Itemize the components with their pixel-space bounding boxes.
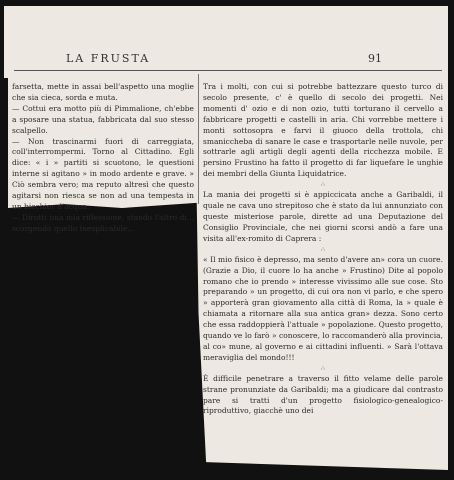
left-paragraph: farsetta, mette in assai bell'aspetto una moglie che sia cieca, sorda e muta.: [12, 82, 194, 102]
page-header: [0, 52, 454, 68]
left-paragraph: — Cottui era motto più di Pimmalione, ch'ebbe a sposare una statua, fabbricata dal suo stesso scalpello.: [12, 103, 194, 135]
right-paragraph: La mania dei progetti si è appiccicata anche a Garibaldi, il quale ne cava uno strepitoso che è stato da lui annunziato con queste misteriose parole, dirette ad una Deputazione del Consiglio Provinciale, che nei giorni scorsi andò a fare una visita all'ex-romito di Caprera :: [203, 190, 443, 243]
left-paragraph: — Non trascinarmi fuori di carreggiata, coll'interrompermi. Torno al Cittadino. Egli dice: « i » partiti si scuotono, le questioni interne si agitano » in modo ardente e grave. » Ciò sembra vero; ma reputo altresì che questo agitarsi non riesca se non ad una tempesta in un bicchier d'acqua.: [12, 136, 194, 211]
right-paragraph: È difficile penetrare a traverso il fitto velame delle parole strane pronunziate da Garibaldi; ma a giudicare dal contrasto pare si tratti d'un progetto fisiologico-genealogico-riproduttivo, giacchè uno dei: [203, 373, 443, 416]
right-column: [203, 82, 443, 417]
section-separator: ∴: [321, 181, 325, 189]
quote-paragraph: « Il mio fisico è depresso, ma sento d'avere an» cora un cuore. (Grazie a Dio, il cuore lo ha anche » Frustino) Dite al popolo romano che io prendo » interesse vivissimo alle sue cose. Sto preparando » un progetto, di cui ora non vi parlo, e che spero » apporterà gran giovamento alla città di Roma, la » quale è chiamata a ritornare alla sua antica gran» dezza. Sono certo che essa raddoppierà l'attuale » popolazione. Questo progetto, quando ve lo farò » conoscere, lo raccomanderò alla provincia, al co» mune, al governo e ai cittadini influenti. » Sarà l'ottava meraviglia del mondo!!!: [203, 254, 443, 362]
right-paragraph: Tra i molti, con cui si potrebbe battezzare questo turco di secolo presente, c' è quello di secolo dei progetti. Nei momenti d' ozio e di non ozio, tutti torturano il cervello a fabbricare progetti e castelli in aria. Chi vorrebbe mettere i monti sottosopra e farvi il giuoco della trottola, chi smaniccheba di sanare le case e trasportarle nelle nuvole, per sottrarle agli artigli degli agenti della ricchezza mobile. E persino Frustino ha fatto il progetto di far liquefare le unghie dei membri della Giunta Liquidatrice.: [203, 82, 443, 179]
section-separator: ∴: [321, 364, 325, 372]
section-separator: ∴: [321, 245, 325, 253]
newspaper-title: LA FRUSTA: [66, 52, 151, 65]
left-paragraph: — Dirotti una mia riflessione, stando l'altro di... scorgendo quello inesplicabile...: [12, 212, 194, 233]
left-column: [12, 82, 194, 235]
page-number: 91: [368, 52, 382, 65]
column-rule: [198, 74, 199, 204]
header-rule: [14, 70, 442, 71]
